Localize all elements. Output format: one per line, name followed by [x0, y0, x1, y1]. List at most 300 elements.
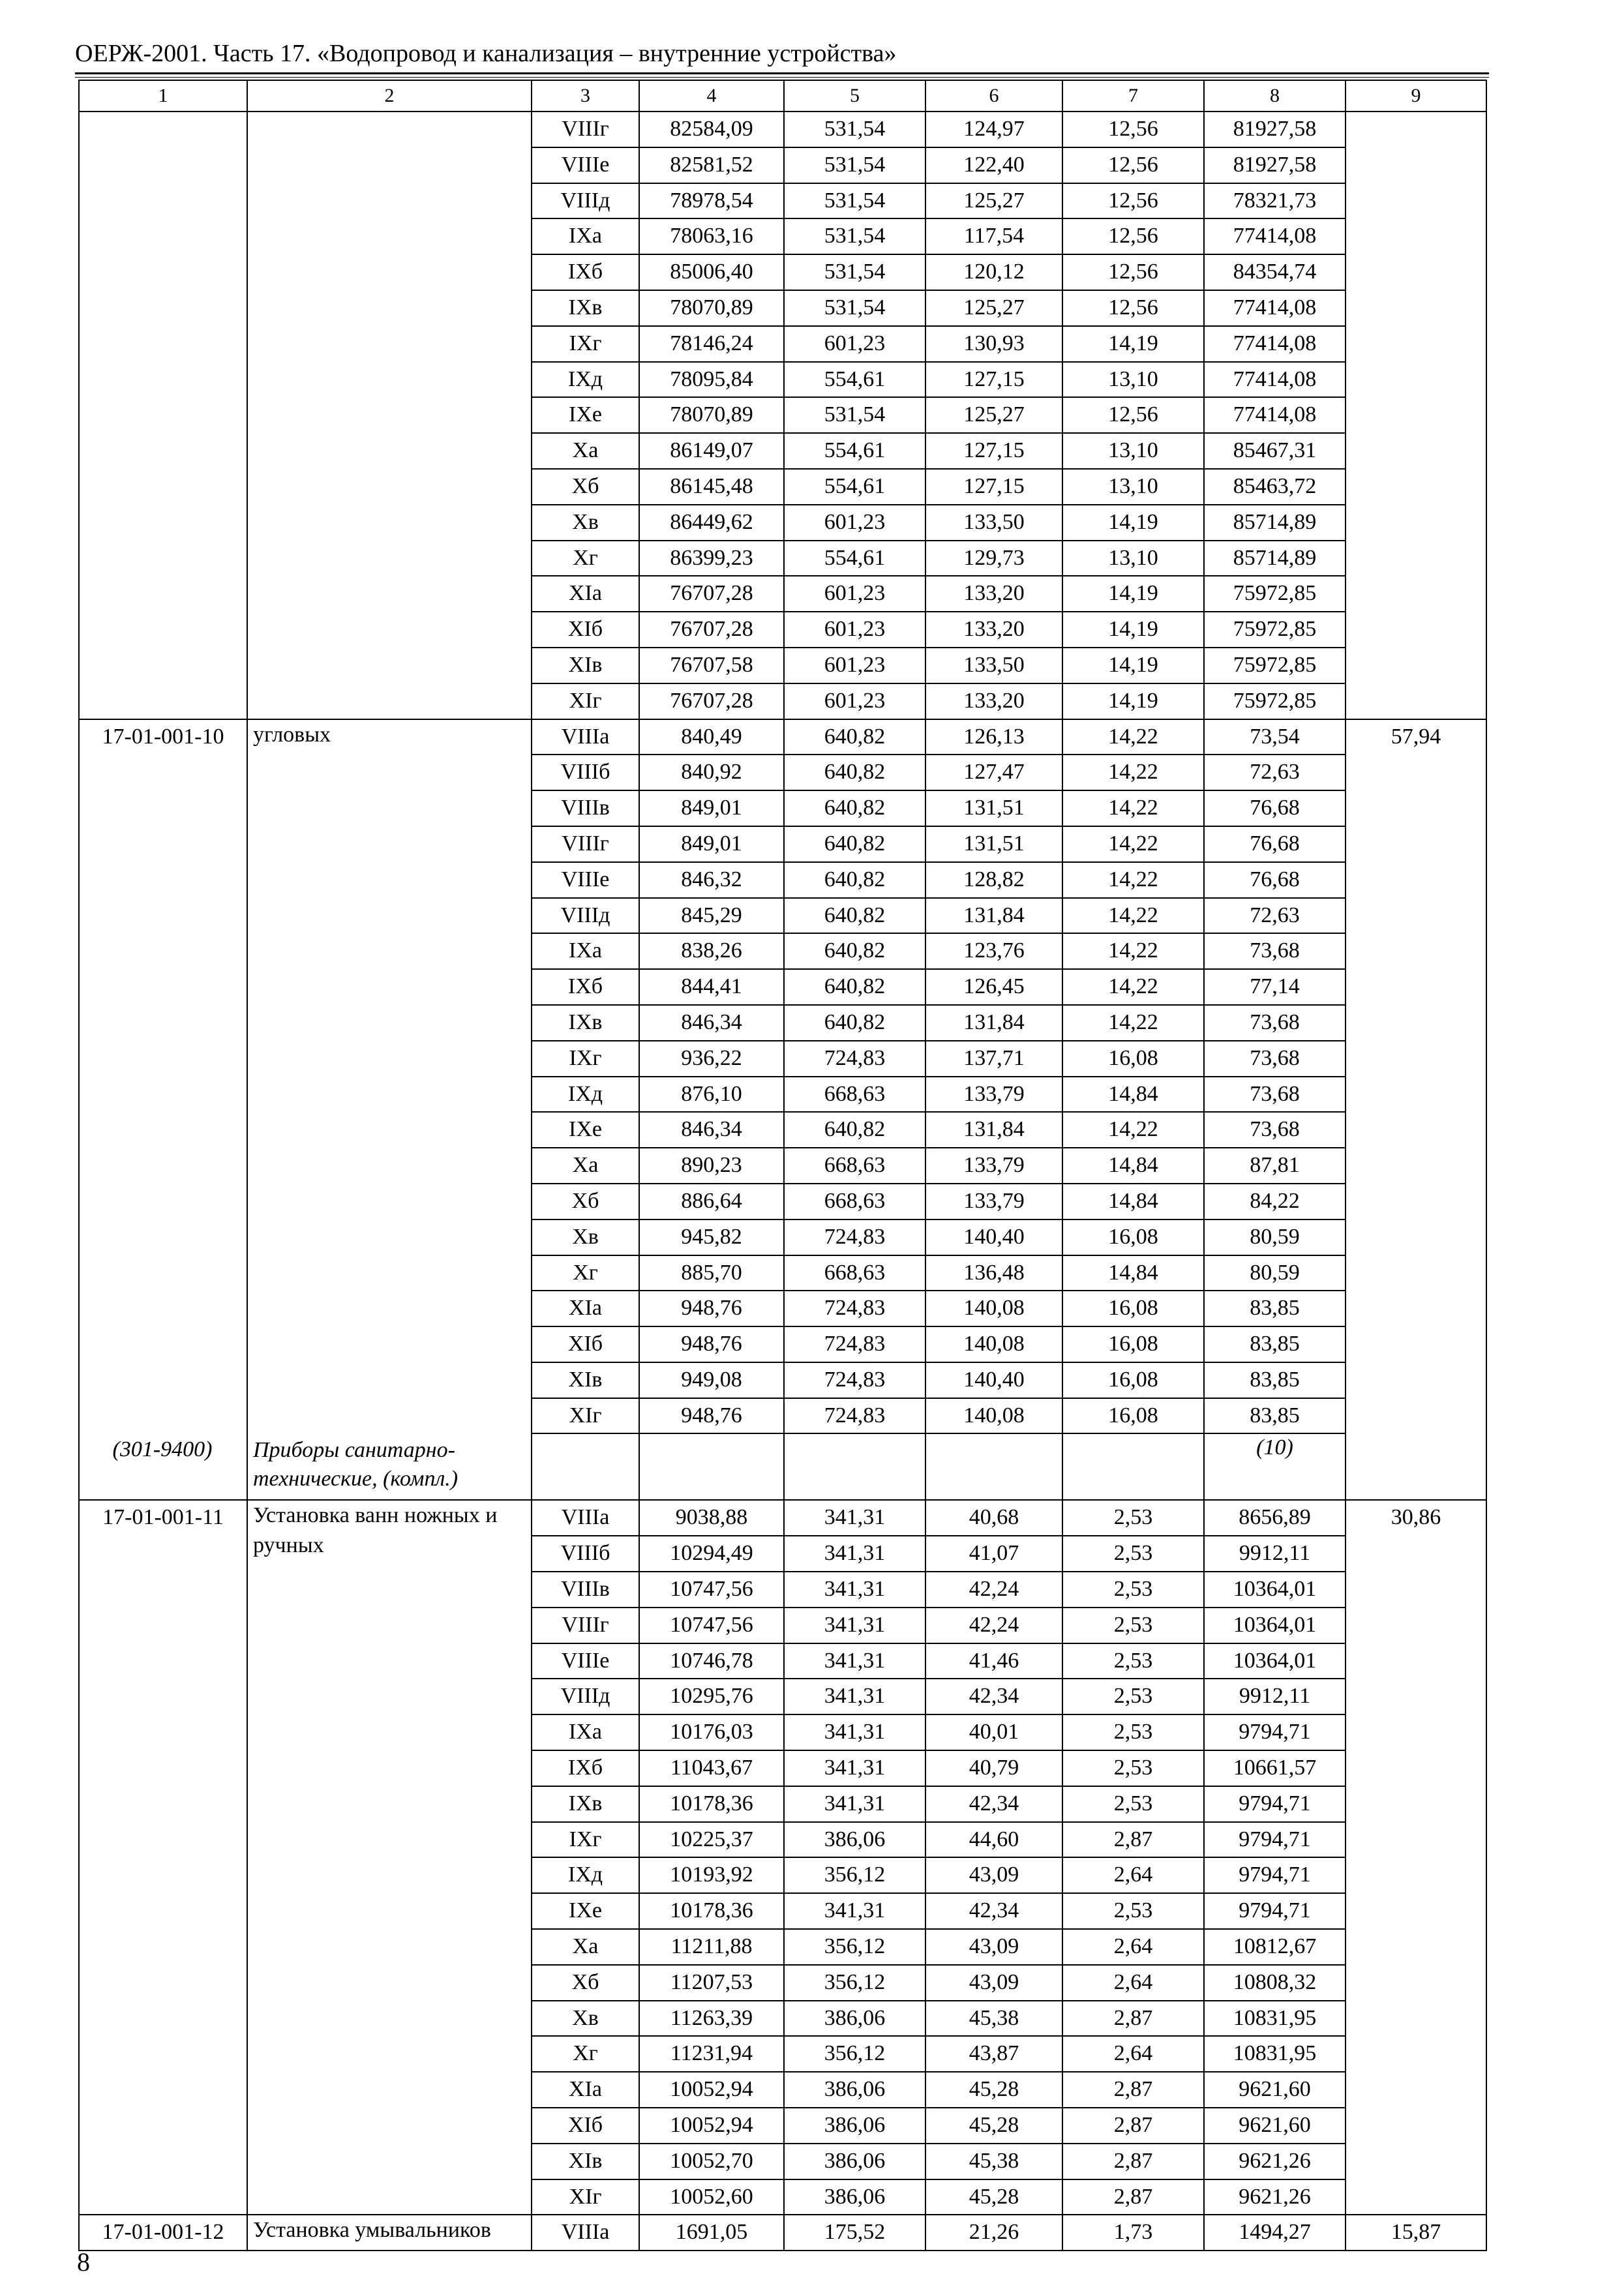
labor-cost-cell: 640,82 — [784, 933, 925, 969]
total-cost-cell: 10295,76 — [639, 1679, 784, 1714]
material-cost-cell: 77414,08 — [1204, 326, 1346, 362]
labor-cost-cell: 668,63 — [784, 1148, 925, 1184]
zone-cell: Xг — [532, 2036, 639, 2072]
operator-wage-cell: 16,08 — [1062, 1326, 1204, 1362]
material-cost-cell: 73,68 — [1204, 1041, 1346, 1077]
work-name-cell: угловых — [247, 719, 532, 1501]
material-cost-cell: 84354,74 — [1204, 254, 1346, 290]
total-cost-cell: 949,08 — [639, 1362, 784, 1398]
operator-wage-cell: 16,08 — [1062, 1362, 1204, 1398]
machine-cost-cell: 42,24 — [925, 1572, 1062, 1608]
zone-cell: Xа — [532, 433, 639, 469]
labor-cost-cell: 386,06 — [784, 2072, 925, 2108]
operator-wage-cell: 12,56 — [1062, 290, 1204, 326]
labor-cost-cell: 341,31 — [784, 1893, 925, 1929]
machine-cost-cell: 43,87 — [925, 2036, 1062, 2072]
operator-wage-cell: 16,08 — [1062, 1398, 1204, 1434]
material-cost-cell: 85463,72 — [1204, 469, 1346, 505]
machine-cost-cell: 131,84 — [925, 1005, 1062, 1041]
total-cost-cell: 948,76 — [639, 1326, 784, 1362]
material-cost-cell: 77,14 — [1204, 969, 1346, 1005]
total-cost-cell: 890,23 — [639, 1148, 784, 1184]
total-cost-cell: 936,22 — [639, 1041, 784, 1077]
zone-cell: XIб — [532, 1326, 639, 1362]
rate-code-cell — [79, 112, 247, 719]
table-row — [79, 2215, 1486, 2251]
labor-hours-cell: 57,94 — [1346, 719, 1486, 1501]
machine-cost-cell: 40,79 — [925, 1750, 1062, 1786]
operator-wage-cell: 14,22 — [1062, 826, 1204, 862]
machine-cost-cell: 140,40 — [925, 1362, 1062, 1398]
operator-wage-cell: 2,64 — [1062, 1929, 1204, 1965]
zone-cell: VIIIв — [532, 790, 639, 826]
operator-wage-cell: 14,84 — [1062, 1148, 1204, 1184]
machine-cost-cell: 127,15 — [925, 469, 1062, 505]
zone-cell: XIг — [532, 683, 639, 719]
material-note-code: (301-9400) — [112, 1437, 213, 1462]
column-number-header-row — [79, 80, 1486, 112]
material-cost-cell: 9621,26 — [1204, 2179, 1346, 2215]
total-cost-cell: 11211,88 — [639, 1929, 784, 1965]
total-cost-cell: 11231,94 — [639, 2036, 784, 2072]
machine-cost-cell: 42,34 — [925, 1786, 1062, 1822]
operator-wage-cell: 14,22 — [1062, 933, 1204, 969]
machine-cost-cell: 45,28 — [925, 2108, 1062, 2144]
material-cost-cell: 9794,71 — [1204, 1822, 1346, 1858]
machine-cost-cell: 123,76 — [925, 933, 1062, 969]
machine-cost-cell: 137,71 — [925, 1041, 1062, 1077]
material-cost-cell: 75972,85 — [1204, 648, 1346, 683]
material-cost-cell: 10661,57 — [1204, 1750, 1346, 1786]
material-cost-cell: 9794,71 — [1204, 1786, 1346, 1822]
zone-cell: XIб — [532, 612, 639, 648]
labor-cost-cell: 601,23 — [784, 683, 925, 719]
material-cost-cell: 85467,31 — [1204, 433, 1346, 469]
machine-cost-cell: 45,38 — [925, 2001, 1062, 2037]
header-rule — [75, 72, 1489, 74]
operator-wage-cell: 14,22 — [1062, 969, 1204, 1005]
operator-wage-cell: 2,53 — [1062, 1679, 1204, 1714]
machine-cost-cell: 133,20 — [925, 576, 1062, 612]
operator-wage-cell: 2,53 — [1062, 1643, 1204, 1679]
labor-cost-cell: 601,23 — [784, 326, 925, 362]
labor-cost-cell: 601,23 — [784, 648, 925, 683]
labor-cost-cell: 724,83 — [784, 1326, 925, 1362]
zone-cell: XIа — [532, 2072, 639, 2108]
operator-wage-cell: 14,19 — [1062, 576, 1204, 612]
material-cost-cell: 10831,95 — [1204, 2001, 1346, 2037]
machine-cost-cell: 127,47 — [925, 755, 1062, 790]
material-cost-cell: 81927,58 — [1204, 147, 1346, 183]
operator-wage-cell: 2,53 — [1062, 1536, 1204, 1572]
operator-wage-cell: 14,19 — [1062, 326, 1204, 362]
machine-cost-cell: 133,50 — [925, 505, 1062, 541]
material-cost-cell: 83,85 — [1204, 1326, 1346, 1362]
table-body — [79, 80, 1486, 2251]
machine-cost-cell: 42,34 — [925, 1679, 1062, 1714]
operator-wage-cell: 14,22 — [1062, 1005, 1204, 1041]
machine-cost-cell: 129,73 — [925, 541, 1062, 576]
total-cost-cell: 849,01 — [639, 790, 784, 826]
total-cost-cell: 10176,03 — [639, 1714, 784, 1750]
machine-cost-cell: 126,45 — [925, 969, 1062, 1005]
material-cost-cell: 80,59 — [1204, 1219, 1346, 1255]
empty-cell — [532, 1433, 639, 1500]
labor-cost-cell: 341,31 — [784, 1536, 925, 1572]
operator-wage-cell: 14,22 — [1062, 719, 1204, 755]
total-cost-cell: 86399,23 — [639, 541, 784, 576]
machine-cost-cell: 126,13 — [925, 719, 1062, 755]
total-cost-cell: 9038,88 — [639, 1500, 784, 1536]
zone-cell: IXб — [532, 969, 639, 1005]
page-number: 8 — [77, 2247, 90, 2277]
zone-cell: VIIIг — [532, 112, 639, 147]
labor-cost-cell: 554,61 — [784, 469, 925, 505]
column-header: 2 — [247, 80, 532, 112]
zone-cell: IXг — [532, 1822, 639, 1858]
labor-cost-cell: 341,31 — [784, 1643, 925, 1679]
zone-cell: Xв — [532, 1219, 639, 1255]
labor-cost-cell: 724,83 — [784, 1219, 925, 1255]
empty-cell — [784, 1433, 925, 1500]
labor-cost-cell: 531,54 — [784, 254, 925, 290]
total-cost-cell: 76707,58 — [639, 648, 784, 683]
zone-cell: VIIIг — [532, 1608, 639, 1643]
machine-cost-cell: 133,50 — [925, 648, 1062, 683]
operator-wage-cell: 14,84 — [1062, 1077, 1204, 1113]
operator-wage-cell: 14,84 — [1062, 1255, 1204, 1291]
labor-hours-cell: 30,86 — [1346, 1500, 1486, 2215]
total-cost-cell: 840,92 — [639, 755, 784, 790]
total-cost-cell: 10178,36 — [639, 1893, 784, 1929]
operator-wage-cell: 12,56 — [1062, 183, 1204, 219]
header-rule — [75, 77, 1489, 78]
material-cost-cell: 83,85 — [1204, 1398, 1346, 1434]
zone-cell: VIIIа — [532, 2215, 639, 2251]
labor-cost-cell: 640,82 — [784, 790, 925, 826]
material-note-name: Приборы санитарно-технические, (компл.) — [253, 1436, 468, 1493]
material-cost-cell: 77414,08 — [1204, 362, 1346, 398]
labor-cost-cell: 531,54 — [784, 218, 925, 254]
labor-cost-cell: 668,63 — [784, 1077, 925, 1113]
machine-cost-cell: 43,09 — [925, 1929, 1062, 1965]
labor-cost-cell: 640,82 — [784, 862, 925, 898]
zone-cell: Xб — [532, 1184, 639, 1219]
machine-cost-cell: 44,60 — [925, 1822, 1062, 1858]
empty-cell — [925, 1433, 1062, 1500]
zone-cell: IXг — [532, 1041, 639, 1077]
material-cost-cell: 76,68 — [1204, 790, 1346, 826]
machine-cost-cell: 127,15 — [925, 433, 1062, 469]
zone-cell: IXб — [532, 1750, 639, 1786]
column-header: 7 — [1062, 80, 1204, 112]
labor-cost-cell: 341,31 — [784, 1714, 925, 1750]
labor-cost-cell: 724,83 — [784, 1041, 925, 1077]
total-cost-cell: 844,41 — [639, 969, 784, 1005]
machine-cost-cell: 124,97 — [925, 112, 1062, 147]
material-note-unit-cell: (10) — [1204, 1433, 1346, 1500]
labor-hours-cell: 15,87 — [1346, 2215, 1486, 2251]
material-cost-cell: 75972,85 — [1204, 612, 1346, 648]
rate-code-cell: 17-01-001-10 — [79, 719, 247, 1501]
column-header: 6 — [925, 80, 1062, 112]
total-cost-cell: 85006,40 — [639, 254, 784, 290]
material-cost-cell: 85714,89 — [1204, 541, 1346, 576]
material-cost-cell: 9621,60 — [1204, 2072, 1346, 2108]
zone-cell: VIIIв — [532, 1572, 639, 1608]
total-cost-cell: 846,34 — [639, 1112, 784, 1148]
operator-wage-cell: 2,87 — [1062, 2108, 1204, 2144]
total-cost-cell: 10052,70 — [639, 2144, 784, 2179]
zone-cell: VIIIб — [532, 755, 639, 790]
machine-cost-cell: 45,28 — [925, 2179, 1062, 2215]
zone-cell: XIв — [532, 1362, 639, 1398]
material-cost-cell: 9794,71 — [1204, 1857, 1346, 1893]
machine-cost-cell: 41,46 — [925, 1643, 1062, 1679]
labor-cost-cell: 601,23 — [784, 505, 925, 541]
zone-cell: XIб — [532, 2108, 639, 2144]
rate-code-cell: 17-01-001-12 — [79, 2215, 247, 2251]
total-cost-cell: 10294,49 — [639, 1536, 784, 1572]
zone-cell: IXа — [532, 933, 639, 969]
material-cost-cell: 10364,01 — [1204, 1572, 1346, 1608]
machine-cost-cell: 136,48 — [925, 1255, 1062, 1291]
material-cost-cell: 72,63 — [1204, 898, 1346, 934]
material-cost-cell: 73,68 — [1204, 1005, 1346, 1041]
zone-cell: Xг — [532, 541, 639, 576]
total-cost-cell: 78063,16 — [639, 218, 784, 254]
total-cost-cell: 945,82 — [639, 1219, 784, 1255]
labor-cost-cell: 640,82 — [784, 719, 925, 755]
labor-cost-cell: 386,06 — [784, 2144, 925, 2179]
labor-cost-cell: 531,54 — [784, 397, 925, 433]
operator-wage-cell: 12,56 — [1062, 218, 1204, 254]
labor-cost-cell: 724,83 — [784, 1362, 925, 1398]
total-cost-cell: 886,64 — [639, 1184, 784, 1219]
operator-wage-cell: 14,22 — [1062, 755, 1204, 790]
labor-cost-cell: 640,82 — [784, 826, 925, 862]
labor-cost-cell: 640,82 — [784, 1112, 925, 1148]
operator-wage-cell: 16,08 — [1062, 1041, 1204, 1077]
material-cost-cell: 8656,89 — [1204, 1500, 1346, 1536]
zone-cell: IXд — [532, 1077, 639, 1113]
operator-wage-cell: 2,87 — [1062, 2001, 1204, 2037]
rate-code-cell: 17-01-001-11 — [79, 1500, 247, 2215]
machine-cost-cell: 125,27 — [925, 397, 1062, 433]
machine-cost-cell: 127,15 — [925, 362, 1062, 398]
zone-cell: IXб — [532, 254, 639, 290]
machine-cost-cell: 42,24 — [925, 1608, 1062, 1643]
zone-cell: XIа — [532, 1291, 639, 1326]
zone-cell: IXа — [532, 1714, 639, 1750]
total-cost-cell: 82581,52 — [639, 147, 784, 183]
operator-wage-cell: 14,22 — [1062, 862, 1204, 898]
labor-cost-cell: 640,82 — [784, 1005, 925, 1041]
operator-wage-cell: 2,64 — [1062, 1965, 1204, 2001]
page-header-title: ОЕРЖ-2001. Часть 17. «Водопровод и канализация – внутренние устройства» — [75, 40, 897, 67]
zone-cell: XIв — [532, 648, 639, 683]
operator-wage-cell: 14,19 — [1062, 683, 1204, 719]
zone-cell: IXв — [532, 1786, 639, 1822]
zone-cell: XIг — [532, 2179, 639, 2215]
zone-cell: IXд — [532, 1857, 639, 1893]
material-cost-cell: 9912,11 — [1204, 1536, 1346, 1572]
labor-cost-cell: 601,23 — [784, 576, 925, 612]
machine-cost-cell: 140,08 — [925, 1326, 1062, 1362]
labor-cost-cell: 341,31 — [784, 1750, 925, 1786]
zone-cell: Xб — [532, 469, 639, 505]
material-cost-cell: 77414,08 — [1204, 397, 1346, 433]
machine-cost-cell: 40,01 — [925, 1714, 1062, 1750]
material-cost-cell: 10812,67 — [1204, 1929, 1346, 1965]
column-header: 5 — [784, 80, 925, 112]
zone-cell: IXа — [532, 218, 639, 254]
machine-cost-cell: 131,84 — [925, 898, 1062, 934]
zone-cell: IXв — [532, 290, 639, 326]
operator-wage-cell: 2,53 — [1062, 1893, 1204, 1929]
zone-cell: IXе — [532, 397, 639, 433]
total-cost-cell: 10178,36 — [639, 1786, 784, 1822]
operator-wage-cell: 13,10 — [1062, 362, 1204, 398]
total-cost-cell: 86149,07 — [639, 433, 784, 469]
labor-cost-cell: 356,12 — [784, 1929, 925, 1965]
labor-cost-cell: 724,83 — [784, 1291, 925, 1326]
material-cost-cell: 75972,85 — [1204, 683, 1346, 719]
operator-wage-cell: 12,56 — [1062, 254, 1204, 290]
zone-cell: Xг — [532, 1255, 639, 1291]
machine-cost-cell: 43,09 — [925, 1857, 1062, 1893]
total-cost-cell: 78070,89 — [639, 397, 784, 433]
operator-wage-cell: 2,87 — [1062, 1822, 1204, 1858]
operator-wage-cell: 2,53 — [1062, 1500, 1204, 1536]
total-cost-cell: 10193,92 — [639, 1857, 784, 1893]
labor-cost-cell: 356,12 — [784, 1965, 925, 2001]
machine-cost-cell: 140,40 — [925, 1219, 1062, 1255]
material-cost-cell: 84,22 — [1204, 1184, 1346, 1219]
material-cost-cell: 1494,27 — [1204, 2215, 1346, 2251]
zone-cell: XIа — [532, 576, 639, 612]
material-cost-cell: 10808,32 — [1204, 1965, 1346, 2001]
labor-cost-cell: 640,82 — [784, 969, 925, 1005]
operator-wage-cell: 14,19 — [1062, 505, 1204, 541]
total-cost-cell: 10225,37 — [639, 1822, 784, 1858]
operator-wage-cell: 14,19 — [1062, 648, 1204, 683]
machine-cost-cell: 133,20 — [925, 683, 1062, 719]
zone-cell: VIIIа — [532, 1500, 639, 1536]
operator-wage-cell: 16,08 — [1062, 1291, 1204, 1326]
labor-cost-cell: 668,63 — [784, 1184, 925, 1219]
total-cost-cell: 10746,78 — [639, 1643, 784, 1679]
labor-cost-cell: 341,31 — [784, 1679, 925, 1714]
total-cost-cell: 76707,28 — [639, 612, 784, 648]
machine-cost-cell: 125,27 — [925, 183, 1062, 219]
work-name-cell: Установка умывальников — [247, 2215, 532, 2251]
machine-cost-cell: 140,08 — [925, 1398, 1062, 1434]
operator-wage-cell: 2,64 — [1062, 1857, 1204, 1893]
machine-cost-cell: 120,12 — [925, 254, 1062, 290]
zone-cell: IXд — [532, 362, 639, 398]
material-cost-cell: 78321,73 — [1204, 183, 1346, 219]
operator-wage-cell: 13,10 — [1062, 469, 1204, 505]
column-header: 8 — [1204, 80, 1346, 112]
material-cost-cell: 9621,26 — [1204, 2144, 1346, 2179]
zone-cell: Xв — [532, 505, 639, 541]
machine-cost-cell: 122,40 — [925, 147, 1062, 183]
labor-cost-cell: 386,06 — [784, 2179, 925, 2215]
material-cost-cell: 10364,01 — [1204, 1608, 1346, 1643]
labor-cost-cell: 554,61 — [784, 541, 925, 576]
operator-wage-cell: 12,56 — [1062, 147, 1204, 183]
total-cost-cell: 10052,60 — [639, 2179, 784, 2215]
column-header: 3 — [532, 80, 639, 112]
material-cost-cell: 77414,08 — [1204, 218, 1346, 254]
total-cost-cell: 849,01 — [639, 826, 784, 862]
empty-cell — [1062, 1433, 1204, 1500]
column-header: 9 — [1346, 80, 1486, 112]
labor-cost-cell: 554,61 — [784, 433, 925, 469]
operator-wage-cell: 2,53 — [1062, 1786, 1204, 1822]
machine-cost-cell: 41,07 — [925, 1536, 1062, 1572]
work-name-cell: Установка ванн ножных и ручных — [247, 1500, 532, 2215]
machine-cost-cell: 128,82 — [925, 862, 1062, 898]
total-cost-cell: 846,34 — [639, 1005, 784, 1041]
material-cost-cell: 73,68 — [1204, 933, 1346, 969]
labor-cost-cell: 601,23 — [784, 612, 925, 648]
material-cost-cell: 73,68 — [1204, 1077, 1346, 1113]
labor-cost-cell: 175,52 — [784, 2215, 925, 2251]
operator-wage-cell: 13,10 — [1062, 541, 1204, 576]
operator-wage-cell: 14,22 — [1062, 898, 1204, 934]
operator-wage-cell: 14,22 — [1062, 1112, 1204, 1148]
total-cost-cell: 1691,05 — [639, 2215, 784, 2251]
machine-cost-cell: 140,08 — [925, 1291, 1062, 1326]
zone-cell: VIIIд — [532, 898, 639, 934]
rates-table — [78, 80, 1487, 2251]
zone-cell: VIIIд — [532, 1679, 639, 1714]
machine-cost-cell: 45,38 — [925, 2144, 1062, 2179]
zone-cell: IXв — [532, 1005, 639, 1041]
total-cost-cell: 78070,89 — [639, 290, 784, 326]
total-cost-cell: 846,32 — [639, 862, 784, 898]
operator-wage-cell: 12,56 — [1062, 397, 1204, 433]
operator-wage-cell: 16,08 — [1062, 1219, 1204, 1255]
labor-cost-cell: 356,12 — [784, 1857, 925, 1893]
material-cost-cell: 76,68 — [1204, 826, 1346, 862]
operator-wage-cell: 2,53 — [1062, 1714, 1204, 1750]
material-cost-cell: 9794,71 — [1204, 1714, 1346, 1750]
labor-cost-cell: 341,31 — [784, 1608, 925, 1643]
machine-cost-cell: 131,51 — [925, 790, 1062, 826]
total-cost-cell: 948,76 — [639, 1291, 784, 1326]
zone-cell: VIIIг — [532, 826, 639, 862]
material-cost-cell: 87,81 — [1204, 1148, 1346, 1184]
labor-cost-cell: 554,61 — [784, 362, 925, 398]
total-cost-cell: 76707,28 — [639, 576, 784, 612]
machine-cost-cell: 133,79 — [925, 1148, 1062, 1184]
machine-cost-cell: 130,93 — [925, 326, 1062, 362]
total-cost-cell: 78095,84 — [639, 362, 784, 398]
labor-cost-cell: 640,82 — [784, 755, 925, 790]
material-cost-cell: 9621,60 — [1204, 2108, 1346, 2144]
operator-wage-cell: 2,64 — [1062, 2036, 1204, 2072]
labor-hours-cell — [1346, 112, 1486, 719]
material-cost-cell: 9912,11 — [1204, 1679, 1346, 1714]
table-row — [79, 719, 1486, 755]
total-cost-cell: 885,70 — [639, 1255, 784, 1291]
column-header: 4 — [639, 80, 784, 112]
zone-cell: Xа — [532, 1929, 639, 1965]
work-name-cell — [247, 112, 532, 719]
